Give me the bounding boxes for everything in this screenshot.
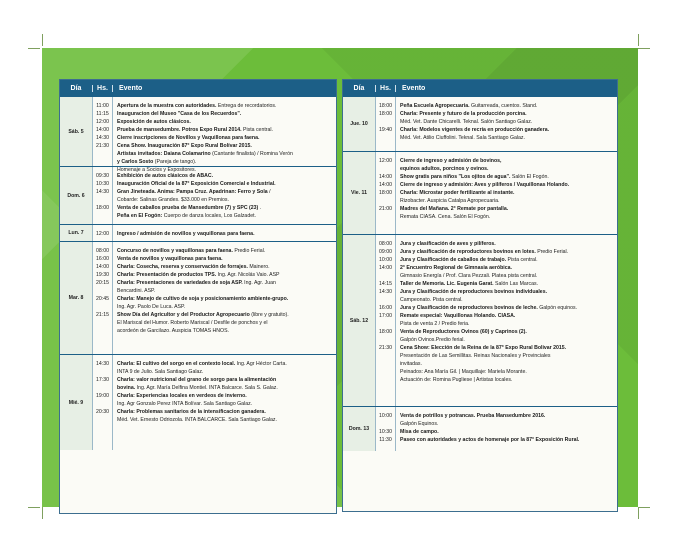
day-group [60,96,336,173]
event-detail: Bencardini. ASP. [117,288,156,294]
event-title: Charla: Presentaciones de variedades de soja ASP. [117,280,243,286]
event-title: Exhibición de autos clásicos de ABAC. [117,173,214,179]
event-time [93,196,112,204]
event-text [117,408,333,416]
event-title: Jura y clasificación de reproductores bovinos en lotes. [400,249,536,255]
events-column [113,355,336,450]
event-text [400,134,614,142]
event-text [117,126,333,134]
event-detail: Ing. Agr. Juan [242,280,276,286]
event-detail: Salón Las Marcas. [493,281,539,287]
event-time [376,134,395,142]
event-time [376,352,395,360]
event-detail: Predio Ferial. [232,248,266,254]
event-time: 16:00 [96,256,109,262]
day-label: Sáb. 12 [343,235,376,406]
event-time: 17:30 [96,377,109,383]
event-detail: INTA 9 de Julio. Sala Santiago Galaz. [117,369,204,375]
hours-column [93,242,113,354]
day-label: Mié. 9 [60,355,93,450]
event-title: Charla: Manejo de cultivo de soja y posicionamiento ambiente-grupo. [117,296,289,302]
event-detail: Gimnasio Energía / Prof. Clara Pezzali. Platea pista central. [400,273,538,279]
event-text [117,327,333,335]
event-time: 19:30 [96,272,109,278]
event-text [400,352,614,360]
event-title: Jura y Clasificación de caballos de trabajo. [400,257,507,263]
event-text [400,197,614,205]
event-title: Charla: Microstar poder fertilizante al instante. [400,190,515,196]
event-time: 21:30 [379,345,392,351]
event-text [400,189,614,197]
event-text [117,212,333,220]
event-text [400,288,614,296]
hours-column [376,407,396,451]
crop-mark [638,507,639,519]
event-time: 18:00 [379,103,392,109]
event-text [400,240,614,248]
event-time [93,287,112,295]
event-time [376,296,395,304]
schedule-table-right [342,79,618,512]
events-column [396,235,617,406]
event-text [400,110,614,118]
event-text [117,279,333,287]
event-text [400,102,614,110]
event-time: 18:00 [379,329,392,335]
event-time: 10:30 [96,181,109,187]
event-text [117,360,333,368]
event-title: Charla: Problemas sanitarios de la intensificacion ganadera. [117,409,266,415]
event-text [117,247,333,255]
event-title: Concurso de novillos y vaquillonas para faena. [117,248,233,254]
event-title: Jura y Clasificación de reproductores bovinos individuales. [400,289,548,295]
event-text [400,420,614,428]
event-text [400,412,614,420]
event-title: Remate especial: Vaquillonas Holando. CIASA. [400,313,516,319]
event-title: bovina. [117,385,136,391]
events-column [113,97,336,173]
event-text [117,376,333,384]
day-group [60,166,336,224]
crop-mark [638,48,650,49]
event-title: Show Día del Agricultor y del Productor Agropecuario [117,312,250,318]
event-time: 08:00 [379,241,392,247]
event-time [376,376,395,384]
event-title: Peña Escuela Agropecuaria. [400,103,470,109]
event-title: Cena Show: Elección de la Reina de la 87° Expo Rural Bolivar 2015. [400,345,567,351]
event-title: 2° Encuentro Regional de Gimnasia aeróbica. [400,265,512,271]
event-time [93,400,112,408]
event-detail: Guitarreada, cuentos. Stand. [469,103,538,109]
header-event: Evento [119,84,143,92]
event-detail: Galpón Equinos. [400,421,439,427]
event-detail: Méd. Vet. Ernesto Odriozola. INTA BALCARCE. Sala Santiago Galaz. [117,417,277,423]
event-detail: Entrega de recordatorios. [216,103,277,109]
event-text [400,336,614,344]
event-detail: Ing. Agr. Nicolás Vaio. ASP [216,272,280,278]
event-text [117,134,333,142]
event-detail: Remata CIASA. Cena. Salón El Fogón. [400,214,491,220]
event-time: 17:00 [379,313,392,319]
event-time: 14:00 [96,127,109,133]
event-title: Gran Jineteada. Anima: Pampa Cruz. Apadrinan: Ferro y Sola [117,189,268,195]
event-title: Madres del Mañana. 2° Remate por pantalla. [400,206,509,212]
header-hour: Hs. [93,85,113,92]
event-text [117,102,333,110]
event-time [93,303,112,311]
event-text [400,428,614,436]
event-text [400,165,614,173]
event-text [117,158,333,166]
event-time [376,336,395,344]
event-detail: Ing. Agr. María Delfina Montiel. INTA Balcarce. Sala S. Galaz. [135,385,278,391]
event-time: 21:00 [379,206,392,212]
event-text [117,368,333,376]
event-detail: acordeón de Garcilazo. Auspicia TOMAS HNOS. [117,328,229,334]
event-title: Taller de Memoria. Lic. Eugenia Garat. [400,281,494,287]
event-title: Inauguración Oficial de la 87° Exposición Comercial e Industrial. [117,181,276,187]
event-text [400,360,614,368]
hours-column [93,225,113,241]
event-time: 11:30 [379,437,392,443]
event-text [117,384,333,392]
event-text [117,319,333,327]
event-detail: Pista central. [241,127,273,133]
event-detail: Presentación de Las Semillitas. Reinas Nacionales y Provinciales [400,353,551,359]
event-detail: (libre y gratuito). [249,312,289,318]
event-title: Cierre inscripciones de Novillos y Vaquillonas para faena. [117,135,260,141]
event-detail: Pista de venta 2 / Predio feria. [400,321,470,327]
event-time: 21:30 [96,143,109,149]
event-detail: Mainero. [247,264,270,270]
event-detail: (Cantante finalista) / Romina Verón [210,151,293,157]
event-title: Cierre de ingreso y admisión: Aves y pilíferos / Vaquillonas Holando. [400,182,570,188]
event-title: Charla: Presente y futuro de la producción porcina. [400,111,527,117]
event-time: 20:15 [96,280,109,286]
events-column [396,152,617,234]
event-text [117,118,333,126]
event-time [93,150,112,158]
event-title: Cena Show. Inauguración 87° Expo Rural Bolívar 2015. [117,143,252,149]
event-text [117,416,333,424]
table-header [343,80,617,96]
event-title: Cierre de ingreso y admisión de bovinos, [400,158,502,164]
event-time: 14:30 [379,289,392,295]
event-detail: Campeonato. Pista central. [400,297,463,303]
event-text [117,172,333,180]
event-title: Ingreso / admisión de novillos y vaquillonas para faena. [117,231,255,237]
event-title: Artistas invitados: Daiana Colamarino [117,151,211,157]
event-time: 19:40 [379,127,392,133]
event-title: Charla: Modelos vigentes de recría en producción ganadera. [400,127,550,133]
event-time [376,165,395,173]
event-title: Jura y Clasificación de reproductores bovinos de leche. [400,305,538,311]
event-title: Charla: valor nutricional del grano de sorgo para la alimentación [117,377,277,383]
event-title: Charla: Cosecha, reserva y conservación de forrajes. [117,264,248,270]
event-time [376,420,395,428]
event-text [400,248,614,256]
event-text [400,181,614,189]
event-text [400,205,614,213]
event-detail: Cobarde: Salinas Grandes. $33.000 en Premios. [117,197,229,203]
schedule-table-left [59,79,337,514]
event-time [376,118,395,126]
event-title: Paseo con autoridades y actos de homenaje por la 87° Exposición Rural. [400,437,580,443]
event-time: 11:00 [96,103,109,109]
event-text [400,368,614,376]
event-time [93,384,112,392]
event-title: Venta de novillos y vaquillonas para faena. [117,256,223,262]
event-time: 14:30 [96,361,109,367]
event-text [400,213,614,221]
crop-mark [638,507,650,508]
event-detail: Méd. Vet. Dante Chicarelli. Teknal. Salón Santiago Galaz. [400,119,533,125]
event-text [400,304,614,312]
event-time: 18:00 [96,205,109,211]
day-label: Sáb. 5 [60,97,93,166]
event-text [400,376,614,384]
table-header [60,80,336,96]
event-text [117,142,333,150]
event-text [400,436,614,444]
event-text [400,118,614,126]
event-time [93,319,112,327]
event-time [376,272,395,280]
day-label: Dom. 13 [343,407,376,451]
event-time [376,368,395,376]
event-title: equinos adultos, porcinos y ovinos. [400,166,489,172]
event-text [117,230,333,238]
event-text [400,280,614,288]
event-text [117,287,333,295]
event-detail: Galpón equinos. [537,305,578,311]
event-title: Charla: El cultivo del sorgo en el contexto local. [117,361,236,367]
event-detail: / [267,189,271,195]
event-title: Charla: Experiencias locales en verdeos de invierno. [117,393,247,399]
day-label: Jue. 10 [343,97,376,151]
events-column [396,97,617,151]
event-time: 12:00 [96,231,109,237]
event-time [376,360,395,368]
day-group [60,354,336,450]
event-text [117,188,333,196]
event-text [117,271,333,279]
event-time: 14:00 [379,182,392,188]
event-time: 12:00 [96,119,109,125]
event-text [400,296,614,304]
event-detail: (Pareja de tango). [153,159,197,165]
event-time [93,158,112,166]
event-title: Venta de potrillos y potrancas. Prueba Mansedumbre 2016. [400,413,546,419]
event-time [376,213,395,221]
event-text [400,328,614,336]
event-text [400,320,614,328]
event-detail: invitadas. [400,361,422,367]
crop-mark [28,48,40,49]
header-event: Evento [402,84,426,92]
events-column [396,407,617,451]
event-detail: Ing. Agr Gonzalo Perez INTA Bolívar. Sala Santiago Galaz. [117,401,253,407]
event-text [117,196,333,204]
event-text [117,110,333,118]
day-label: Mar. 8 [60,242,93,354]
day-group [343,96,617,151]
day-label: Dom. 6 [60,167,93,224]
day-group [60,241,336,354]
crop-mark [42,34,43,46]
event-text [117,303,333,311]
event-time [376,320,395,328]
event-text [400,264,614,272]
event-text [400,344,614,352]
events-column [113,167,336,224]
event-text [400,272,614,280]
event-title: Venta de Reproductores Ovinos (60) y Caprinos (2). [400,329,527,335]
event-time [376,197,395,205]
event-detail: Predio Ferial. [535,249,569,255]
event-title: Jura y clasificación de aves y pilíferos. [400,241,496,247]
day-group [343,151,617,234]
event-text [400,312,614,320]
event-text [117,204,333,212]
crop-mark [638,34,639,46]
event-title: Peña en El Fogón: [117,213,163,219]
header-day: Día [60,85,93,92]
event-time: 14:00 [96,264,109,270]
event-title: Apertura de la muestra con autoridades. [117,103,217,109]
event-text [400,173,614,181]
event-time: 09:00 [379,249,392,255]
event-time [93,212,112,220]
event-detail: Cuerpo de danza locales, Los Galzadet. [162,213,256,219]
event-title: Inauguracion del Museo "Casa de los Recuerdos". [117,111,242,117]
event-title: Prueba de mansedumbre. Potros Expo Rural 2014. [117,127,242,133]
event-time: 11:15 [96,111,109,117]
day-group [60,224,336,241]
hours-column [376,97,396,151]
event-text [400,256,614,264]
event-detail: Peinados: Ana María Gil. | Maquillaje: Mariela Morante. [400,369,527,375]
event-time: 12:00 [379,158,392,164]
event-text [400,157,614,165]
events-column [113,225,336,241]
event-text [400,126,614,134]
event-detail: Rizobacter. Auspicia Catalpa Agropecuaria. [400,198,500,204]
event-detail: Pista central. [506,257,538,263]
event-text [117,263,333,271]
event-time: 20:45 [96,296,109,302]
event-time: 08:00 [96,248,109,254]
hours-column [376,235,396,406]
table-body [60,96,336,450]
event-time: 19:00 [96,393,109,399]
hours-column [93,167,113,224]
event-detail: Salón El Fogón. [510,174,549,180]
event-time: 14:30 [96,189,109,195]
event-time [93,327,112,335]
header-day: Día [343,85,376,92]
event-text [117,392,333,400]
event-text [117,255,333,263]
day-group [343,234,617,406]
event-time: 20:30 [96,409,109,415]
event-detail: Homenaje a Socios y Expositores. [117,167,197,173]
event-time: 09:30 [96,173,109,179]
event-time: 10:00 [379,413,392,419]
event-detail: El Mariscal del Humor. Roberto Mariscal / Desfile de ponchos y el [117,320,268,326]
event-text [117,400,333,408]
event-detail: Ing. Agr. Paolo De Luca. ASP. [117,304,186,310]
event-text [117,295,333,303]
event-text [117,180,333,188]
event-title: y Carlos Sosto [117,159,154,165]
event-time [93,368,112,376]
event-time: 10:30 [379,429,392,435]
event-time: 14:00 [379,265,392,271]
crop-mark [42,507,43,519]
event-text [117,311,333,319]
event-time: 10:00 [379,257,392,263]
event-detail: Ing. Agr Héctor Carta. [235,361,287,367]
events-column [113,242,336,354]
hours-column [93,355,113,450]
event-time [93,416,112,424]
event-time: 18:00 [379,111,392,117]
event-detail: Galpón Ovinos.Predio ferial. [400,337,465,343]
event-time: 18:00 [379,190,392,196]
event-title: Venta de caballos prueba de Mansedumbre (7) y SPC (23) [117,205,259,211]
table-body [343,96,617,451]
event-time: 21:15 [96,312,109,318]
event-title: Misa de campo. [400,429,439,435]
event-time: 16:00 [379,305,392,311]
header-hour: Hs. [376,85,396,92]
event-title: Exposición de autos clásicos. [117,119,191,125]
event-title: Charla: Presentación de productos TPS. [117,272,217,278]
hours-column [376,152,396,234]
event-time: 14:00 [379,174,392,180]
event-time: 14:15 [379,281,392,287]
event-detail: Méd. Vet. Atilio Ciuffolini. Teknal. Sala Santiago Galaz. [400,135,525,141]
event-title: Show gratis para niños "Los ojitos de agua". [400,174,511,180]
event-detail: Actuación de: Romina Pugliese | Artistas locales. [400,377,513,383]
day-label: Vie. 11 [343,152,376,234]
hours-column [93,97,113,166]
day-group [343,406,617,451]
event-detail: . [258,205,262,211]
event-time: 14:30 [96,135,109,141]
event-text [117,150,333,158]
day-label: Lun. 7 [60,225,93,241]
crop-mark [28,507,40,508]
